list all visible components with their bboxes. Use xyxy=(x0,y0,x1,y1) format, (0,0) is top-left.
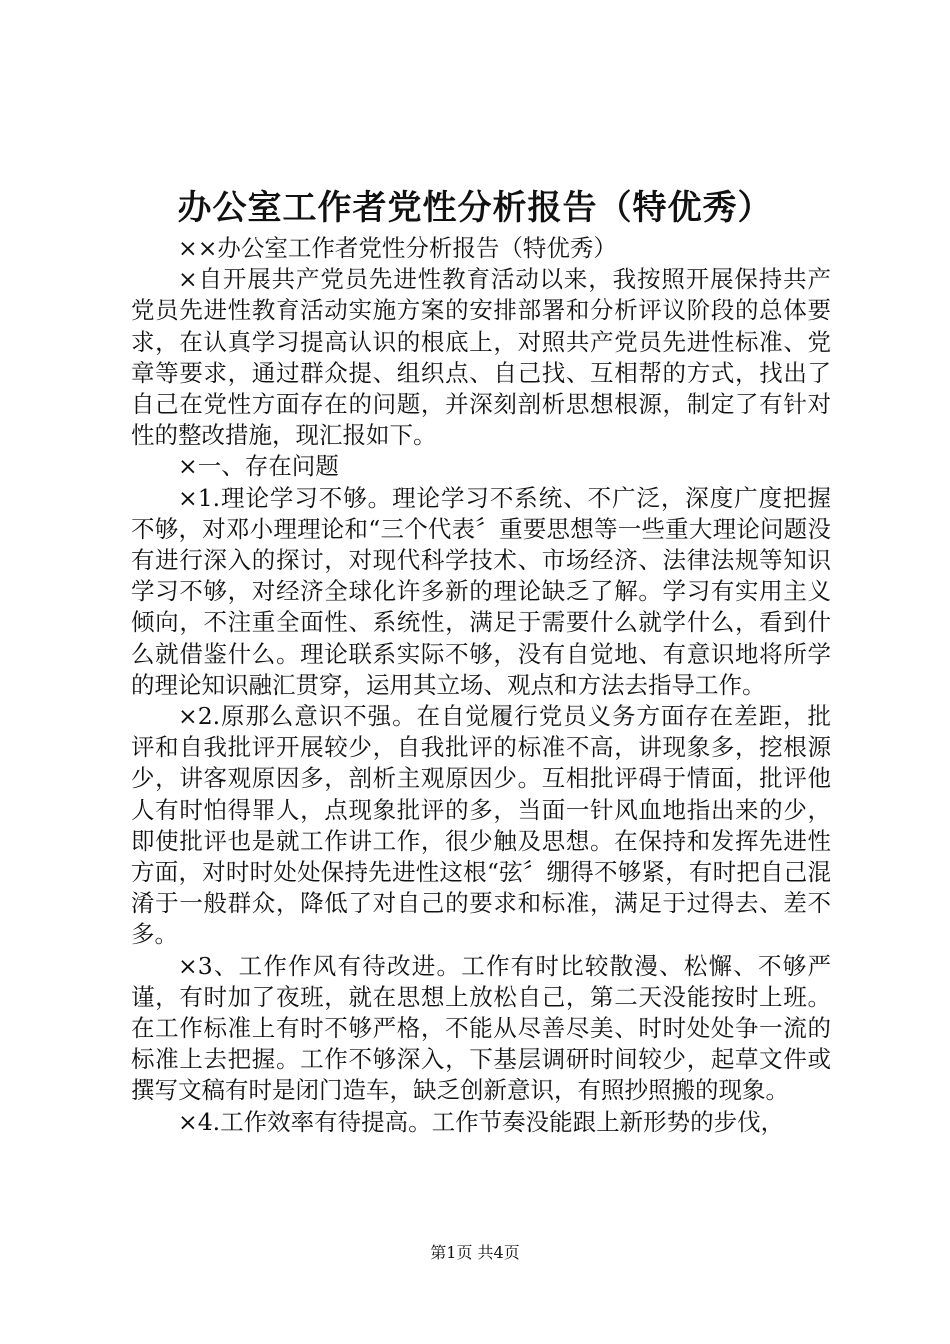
problem-4-paragraph: ×4.工作效率有待提高。工作节奏没能跟上新形势的步伐， xyxy=(178,1107,785,1136)
page-number-footer: 第1页 共4页 xyxy=(430,1243,520,1262)
document-title: 办公室工作者党性分析报告（特优秀） xyxy=(177,188,773,228)
document-body xyxy=(131,233,831,1138)
problem-1-paragraph: ×1.理论学习不够。理论学习不系统、不广泛，深度广度把握不够，对邓小理理论和“三个代表〞重要思想等一些重大理论问题没有进行深入的探讨，对现代科学技术、市场经济、法律法规等知识学习不够，对经济全球化许多新的理论缺乏了解。学习有实用主义倾向，不注重全面性、系统性，满足于需要什么就学什么，看到什么就借鉴什么。理论联系实际不够，没有自觉地、有意识地将所学的理论知识融汇贯穿，运用其立场、观点和方法去指导工作。 xyxy=(131,483,831,699)
problem-3-paragraph: ×3、工作作风有待改进。工作有时比较散漫、松懈、不够严谨，有时加了夜班，就在思想上放松自己，第二天没能按时上班。在工作标准上有时不够严格，不能从尽善尽美、时时处处争一流的标准上去把握。工作不够深入，下基层调研时间较少，起草文件或撰写文稿有时是闭门造车，缺乏创新意识，有照抄照搬的现象。 xyxy=(131,951,831,1105)
section-heading: ×一、存在问题 xyxy=(178,452,339,481)
intro-paragraph: ×自开展共产党员先进性教育活动以来，我按照开展保持共产党员先进性教育活动实施方案的安排部署和分析评议阶段的总体要求，在认真学习提高认识的根底上，对照共产党员先进性标准、党章等要求，通过群众提、组织点、自己找、互相帮的方式，找出了自己在党性方面存在的问题，并深刻剖析思想根源，制定了有针对性的整改措施，现汇报如下。 xyxy=(131,265,831,450)
subtitle-paragraph: ××办公室工作者党性分析报告（特优秀） xyxy=(178,234,617,262)
problem-2-paragraph: ×2.原那么意识不强。在自觉履行党员义务方面存在差距，批评和自我批评开展较少，自我批评的标准不高，讲现象多，挖根源少，讲客观原因多，剖析主观原因少。互相批评碍于情面，批评他人有时怕得罪人，点现象批评的多，当面一针风血地指出来的少，即使批评也是就工作讲工作，很少触及思想。在保持和发挥先进性方面，对时时处处保持先进性这根“弦〞绷得不够紧，有时把自己混淆于一般群众，降低了对自己的要求和标准，满足于过得去、差不多。 xyxy=(131,702,831,949)
